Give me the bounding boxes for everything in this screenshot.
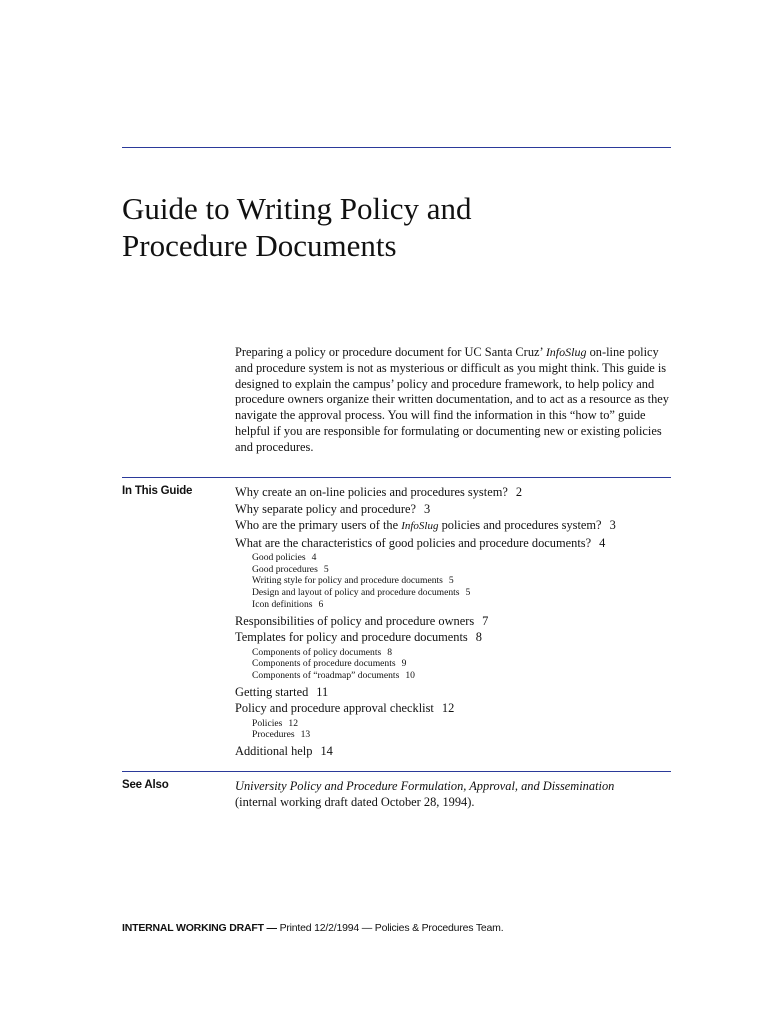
see-also-reference (235, 779, 675, 811)
toc-item[interactable] (235, 517, 675, 535)
toc-item[interactable] (235, 613, 675, 630)
toc-item-text: Responsibilities of policy and procedure owners (235, 613, 475, 628)
toc-page-number: 5 (323, 563, 329, 575)
toc-item-text: Policy and procedure approval checklist (235, 701, 434, 716)
see-also-divider (122, 771, 671, 772)
toc-item-text: Icon definitions (252, 598, 313, 610)
toc-item-text: Components of policy documents (252, 646, 382, 658)
toc-item[interactable] (235, 743, 675, 760)
toc-subgroup (235, 717, 675, 743)
toc-item-text: Templates for policy and procedure documents (235, 630, 468, 645)
toc-page-number: 4 (599, 535, 606, 550)
toc-item[interactable] (235, 629, 675, 646)
toc-page-number: 10 (405, 669, 415, 681)
toc-item[interactable] (235, 684, 675, 701)
toc-page-number: 2 (515, 485, 523, 499)
toc-subitem[interactable] (235, 729, 675, 741)
toc-page-number: 7 (482, 613, 489, 628)
table-of-contents (235, 484, 675, 760)
intro-text-before: Preparing a policy or procedure document for UC Santa Cruz’ (235, 345, 546, 359)
toc-item-text: Additional help (235, 744, 313, 759)
intro-text-after: on-line policy and procedure system is not as mysterious or difficult as you might think. This guide is designed to explain the campus’ policy and procedure framework, to help policy and procedure owners organize their written documentation, and to act as a resource as they navigate the approval process. You will find the information in this “how to” guide helpful if you are responsible for formulating or documenting new or existing policies and procedures. (235, 345, 669, 454)
toc-item-text: Design and layout of policy and procedure documents (252, 587, 460, 599)
footer-draft-label: INTERNAL WORKING DRAFT (122, 922, 264, 934)
toc-item-text: Procedures (252, 729, 295, 741)
infoslug-brand: InfoSlug (401, 520, 439, 532)
toc-subitem[interactable] (235, 564, 675, 576)
reference-title[interactable]: University Policy and Procedure Formulation, Approval, and Dissemination (235, 779, 615, 793)
see-also-label: See Also (122, 779, 169, 791)
toc-item-text: policies and procedures system? (438, 518, 602, 532)
page-footer (122, 922, 503, 934)
toc-page-number: 4 (311, 552, 317, 563)
toc-page-number: 8 (387, 646, 393, 658)
toc-item[interactable] (235, 700, 675, 717)
toc-subitem[interactable] (235, 587, 675, 599)
title-line-1: Guide to Writing Policy and (122, 191, 472, 226)
toc-page-number: 6 (318, 598, 324, 610)
toc-subitem[interactable] (235, 599, 675, 611)
toc-page-number: 5 (465, 587, 471, 599)
toc-item-text: Why separate policy and procedure? (235, 501, 416, 516)
footer-printed-info: Printed 12/2/1994 — Policies & Procedures Team. (279, 922, 504, 934)
toc-page-number: 13 (300, 729, 311, 741)
toc-page-number: 12 (288, 717, 298, 729)
toc-subitem[interactable] (235, 718, 675, 730)
toc-item-text: Getting started (235, 684, 309, 699)
toc-page-number: 8 (475, 630, 482, 645)
toc-item-text: Why create an on-line policies and procedures system? (235, 485, 508, 499)
toc-item-text: What are the characteristics of good policies and procedure documents? (235, 535, 592, 550)
toc-subitem[interactable] (235, 575, 675, 587)
toc-item[interactable] (235, 484, 675, 501)
footer-dash: — (263, 922, 280, 934)
toc-subitem[interactable] (235, 670, 675, 682)
toc-item-text: Policies (252, 717, 283, 729)
toc-subitem[interactable] (235, 552, 675, 564)
toc-page-number: 11 (316, 684, 329, 699)
toc-page-number: 3 (609, 518, 616, 532)
document-title (122, 190, 682, 264)
toc-item-text: Components of “roadmap” documents (252, 669, 400, 681)
toc-item[interactable] (235, 501, 675, 518)
toc-item-text: Good policies (252, 552, 306, 563)
infoslug-brand: InfoSlug (545, 345, 587, 359)
top-divider (122, 147, 671, 148)
toc-page-number: 5 (448, 575, 454, 587)
toc-page-number: 12 (441, 701, 455, 716)
toc-item[interactable] (235, 535, 675, 552)
reference-note: (internal working draft dated October 28, 1994). (235, 794, 475, 809)
toc-item-text: Writing style for policy and procedure documents (252, 575, 443, 587)
toc-subgroup (235, 646, 675, 684)
toc-page-number: 9 (401, 658, 407, 670)
title-line-2: Procedure Documents (122, 228, 397, 263)
toc-item-text: Good procedures (252, 563, 318, 575)
toc-subgroup (235, 551, 675, 613)
in-this-guide-label: In This Guide (122, 485, 193, 497)
toc-subitem[interactable] (235, 658, 675, 670)
toc-item-text: Who are the primary users of the (235, 518, 402, 532)
toc-divider (122, 477, 671, 478)
toc-page-number: 3 (423, 501, 431, 516)
toc-page-number: 14 (320, 744, 333, 759)
toc-item-text: Components of procedure documents (252, 658, 396, 670)
toc-subitem[interactable] (235, 647, 675, 659)
intro-paragraph (235, 345, 675, 456)
